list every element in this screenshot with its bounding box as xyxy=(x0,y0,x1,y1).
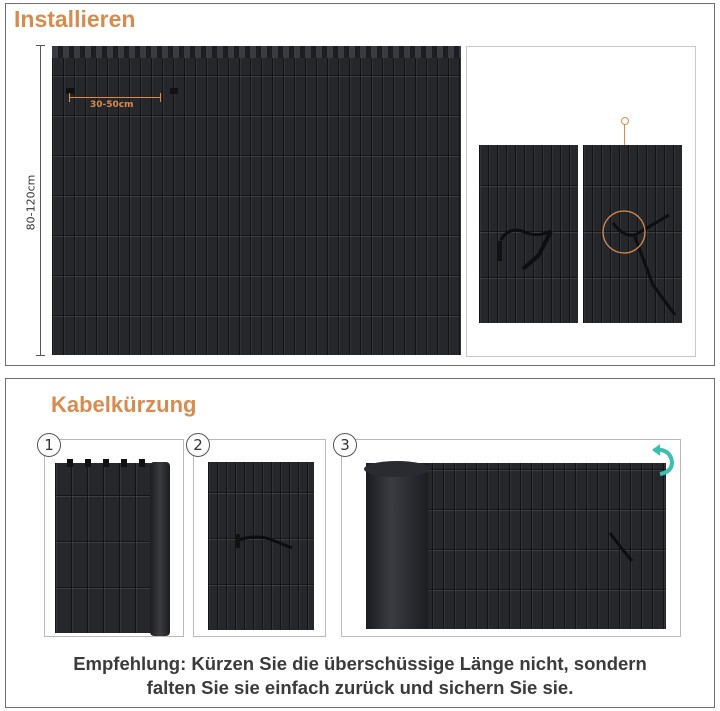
step-2-image xyxy=(208,462,314,630)
cable-tie-icon xyxy=(208,462,314,630)
width-label: 30-50cm xyxy=(90,100,134,110)
step-1-roll xyxy=(150,462,170,636)
recommendation-line-2: falten Sie sie einfach zurück und sichern Sie sie. xyxy=(146,677,574,698)
height-label: 80-120cm xyxy=(25,163,38,243)
step-3-roll xyxy=(366,463,428,629)
recommendation-line-1: Empfehlung: Kürzen Sie die überschüssige Länge nicht, sondern xyxy=(73,653,647,674)
cable-tie-tight-icon xyxy=(583,145,682,323)
detail-photo-tie-tight xyxy=(583,145,682,323)
width-dimension-line xyxy=(69,97,161,98)
fence-main-image xyxy=(52,46,461,355)
cable-tie-icon xyxy=(479,145,578,323)
height-dimension-line xyxy=(40,45,41,355)
callout-pointer-dot xyxy=(621,117,629,125)
tie-marks xyxy=(67,459,147,467)
step-1-image xyxy=(55,463,151,633)
step-3-roll-top xyxy=(364,461,430,477)
shorten-title: Kabelkürzung xyxy=(51,392,197,417)
step-3-number: 3 xyxy=(333,433,357,457)
width-dimension-cap-left xyxy=(69,93,70,102)
step-1-number: 1 xyxy=(37,433,61,457)
step-2-number: 2 xyxy=(186,433,210,457)
install-title: Installieren xyxy=(14,6,136,32)
fence-top-edge xyxy=(52,46,461,58)
detail-photo-tie-loose xyxy=(479,145,578,323)
fold-back-arrow-icon xyxy=(650,444,678,480)
height-dimension-cap-top xyxy=(36,45,45,46)
cable-tie-row xyxy=(62,88,182,96)
width-dimension-cap-right xyxy=(160,93,161,102)
recommendation-text xyxy=(10,652,710,700)
height-dimension-cap-bottom xyxy=(36,355,45,356)
